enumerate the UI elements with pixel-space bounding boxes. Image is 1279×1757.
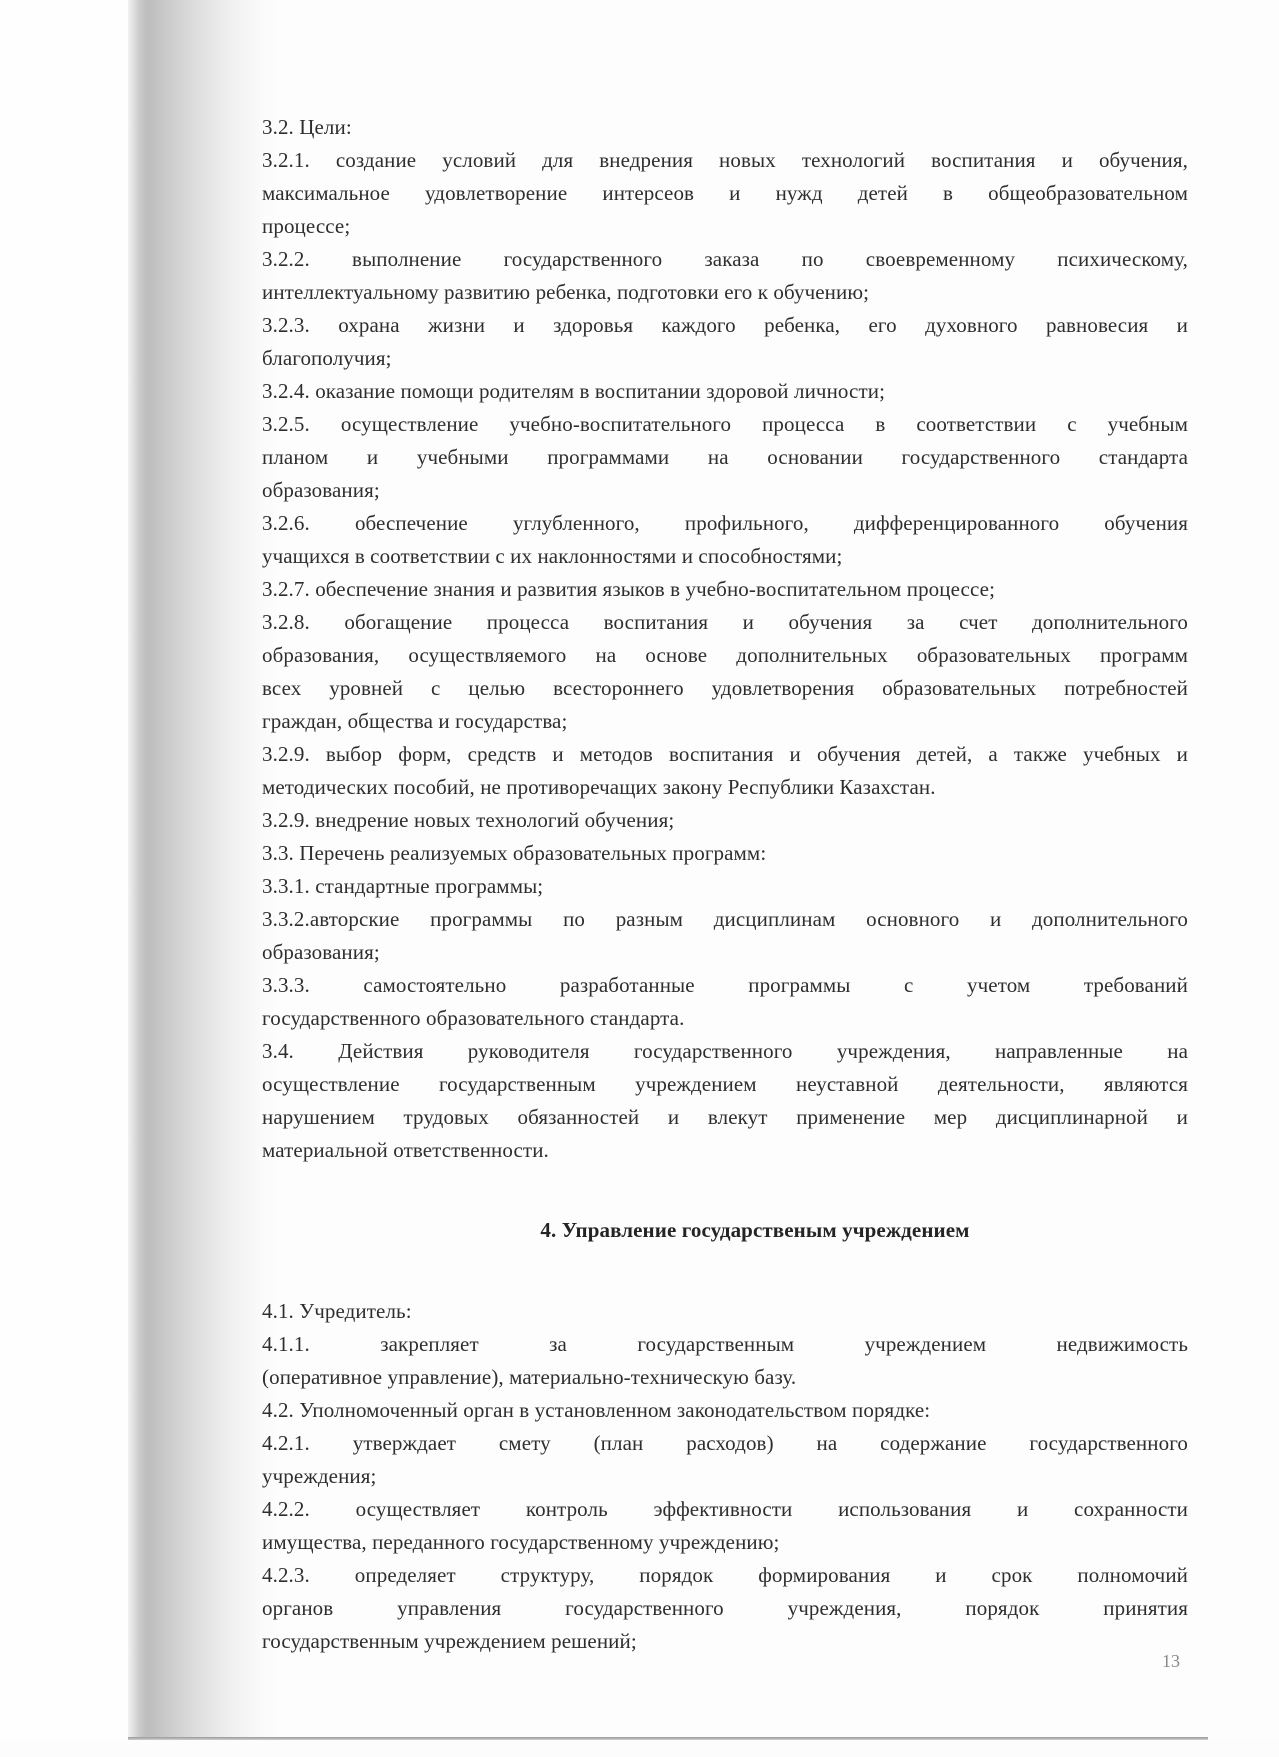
text-line: 3.2.1. создание условий для внедрения новых технологий воспитания и обучения, [262, 148, 1188, 172]
text-line: интеллектуальному развитию ребенка, подготовки его к обучению; [262, 280, 870, 304]
text-line: 4.2. Уполномоченный орган в установленном законодательством порядке: [262, 1398, 931, 1422]
text-line: максимальное удовлетворение интерсеов и нужд детей в общеобразовательном [262, 181, 1188, 205]
clause-4-2-3 [262, 1559, 1188, 1658]
document-body [262, 111, 1188, 1658]
clause-3-3-3 [262, 969, 1188, 1035]
clause-3-3-2 [262, 903, 1188, 969]
text-line: материальной ответственности. [262, 1138, 549, 1162]
text-line: планом и учебными программами на основании государственного стандарта [262, 445, 1188, 469]
text-line: образования; [262, 940, 380, 964]
clause-3-4 [262, 1035, 1188, 1167]
text-line: имущества, переданного государственному учреждению; [262, 1530, 780, 1554]
text-line: 3.3.1. стандартные программы; [262, 874, 544, 898]
section-4-heading: 4. Управление государственым учреждением [540, 1218, 970, 1242]
text-line: образования; [262, 478, 380, 502]
clause-3-2 [262, 111, 1188, 144]
clause-4-2-2 [262, 1493, 1188, 1559]
text-line: 3.2.8. обогащение процесса воспитания и обучения за счет дополнительного [262, 610, 1188, 634]
text-line: 3.2.6. обеспечение углубленного, профильного, дифференцированного обучения [262, 511, 1188, 535]
page-number: 13 [1162, 1651, 1180, 1671]
section-4-management [262, 1295, 1188, 1658]
clause-3-2-4 [262, 375, 1188, 408]
text-line: осуществление государственным учреждением неуставной деятельности, являются [262, 1072, 1188, 1096]
clause-4-2 [262, 1394, 1188, 1427]
text-line: 3.3.3. самостоятельно разработанные программы с учетом требований [262, 973, 1188, 997]
clause-3-2-3 [262, 309, 1188, 375]
text-line: 3.2.4. оказание помощи родителям в воспитании здоровой личности; [262, 379, 885, 403]
text-line: 3.3. Перечень реализуемых образовательных программ: [262, 841, 767, 865]
text-line: благополучия; [262, 346, 392, 370]
clause-3-2-7 [262, 573, 1188, 606]
text-line: 3.2.5. осуществление учебно-воспитательного процесса в соответствии с учебным [262, 412, 1188, 436]
text-line: образования, осуществляемого на основе дополнительных образовательных программ [262, 643, 1188, 667]
clause-3-2-1 [262, 144, 1188, 243]
text-line: 3.2. Цели: [262, 115, 352, 139]
scan-bottom-margin [0, 1740, 1279, 1757]
text-line: учреждения; [262, 1464, 377, 1488]
text-line: процессе; [262, 214, 351, 238]
text-line: методических пособий, не противоречащих закону Республики Казахстан. [262, 775, 936, 799]
text-line: 4.2.3. определяет структуру, порядок формирования и срок полномочий [262, 1563, 1188, 1587]
clause-3-2-6 [262, 507, 1188, 573]
clause-3-2-9b [262, 804, 1188, 837]
text-line: граждан, общества и государства; [262, 709, 568, 733]
text-line: 4.2.1. утверждает смету (план расходов) на содержание государственного [262, 1431, 1188, 1455]
clause-3-2-2 [262, 243, 1188, 309]
text-line: всех уровней с целью всестороннего удовлетворения образовательных потребностей [262, 676, 1188, 700]
text-line: 3.2.2. выполнение государственного заказа по своевременному психическому, [262, 247, 1188, 271]
text-line: 4.1. Учредитель: [262, 1299, 412, 1323]
text-line: учащихся в соответствии с их наклонностями и способностями; [262, 544, 843, 568]
section-3-goals [262, 111, 1188, 1167]
text-line: государственным учреждением решений; [262, 1629, 637, 1653]
text-line: 3.2.9. выбор форм, средств и методов воспитания и обучения детей, а также учебных и [262, 742, 1188, 766]
scan-left-margin [0, 0, 128, 1757]
clause-4-1-1 [262, 1328, 1188, 1394]
clause-4-2-1 [262, 1427, 1188, 1493]
text-line: 4.2.2. осуществляет контроль эффективности использования и сохранности [262, 1497, 1188, 1521]
clause-3-2-8 [262, 606, 1188, 738]
text-line: (оперативное управление), материально-техническую базу. [262, 1365, 797, 1389]
text-line: государственного образовательного стандарта. [262, 1006, 685, 1030]
clause-3-2-5 [262, 408, 1188, 507]
clause-3-2-9a [262, 738, 1188, 804]
text-line: 3.3.2.авторские программы по разным дисциплинам основного и дополнительного [262, 907, 1188, 931]
text-line: 4.1.1. закрепляет за государственным учреждением недвижимость [262, 1332, 1188, 1356]
text-line: органов управления государственного учреждения, порядок принятия [262, 1596, 1188, 1620]
text-line: нарушением трудовых обязанностей и влекут применение мер дисциплинарной и [262, 1105, 1188, 1129]
clause-3-3-1 [262, 870, 1188, 903]
text-line: 3.4. Действия руководителя государственного учреждения, направленные на [262, 1039, 1188, 1063]
text-line: 3.2.7. обеспечение знания и развития языков в учебно-воспитательном процессе; [262, 577, 995, 601]
text-line: 3.2.3. охрана жизни и здоровья каждого ребенка, его духовного равновесия и [262, 313, 1188, 337]
text-line: 3.2.9. внедрение новых технологий обучения; [262, 808, 675, 832]
clause-3-3 [262, 837, 1188, 870]
binding-shadow [128, 0, 278, 1740]
clause-4-1 [262, 1295, 1188, 1328]
